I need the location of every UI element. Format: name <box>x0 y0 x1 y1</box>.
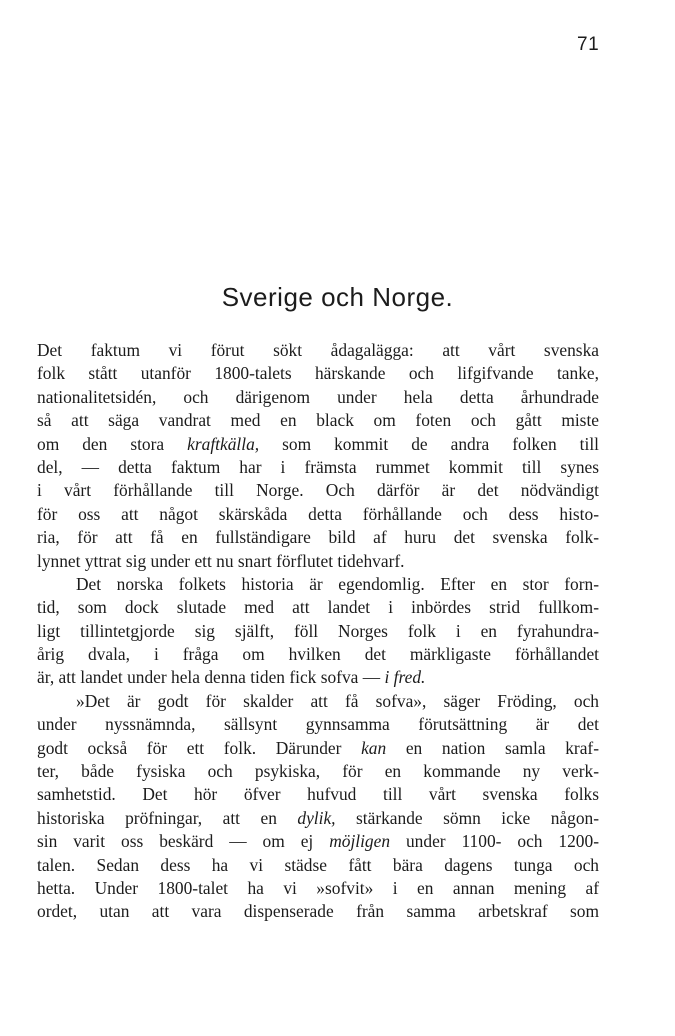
text-line-2: folk stått utanför 1800-talets härskande och lifgifvande tanke, <box>37 363 599 384</box>
text-line-8: för oss att något skärskåda detta förhållande och dess histo- <box>37 503 599 524</box>
text-line-1: Det faktum vi förut sökt ådagalägga: att vårt svenska <box>37 340 599 360</box>
italic-i-fred: i fred. <box>384 667 426 688</box>
text-line-14: årig dvala, i fråga om hvilken det märkligaste förhållandet <box>37 644 599 665</box>
text-line-7: i vårt förhållande till Norge. Och därför är det nödvändigt <box>37 480 599 501</box>
text-line-4: så att säga vandrat med en black om foten och gått miste <box>37 410 599 431</box>
text-line-17: under nyssnämnda, sällsynt gynnsamma förutsättning är det <box>37 714 599 735</box>
text-line-12: tid, som dock slutade med att landet i inbördes strid fullkom- <box>37 597 599 618</box>
text-line-9: ria, för att få en fullständigare bild af huru det svenska folk- <box>37 527 599 548</box>
text-line-19: ter, både fysiska och psykiska, för en kommande ny verk- <box>37 761 599 782</box>
chapter-title: Sverige och Norge. <box>221 282 454 312</box>
text-line-20: samhetstid. Det hör öfver hufvud till vårt svenska folks <box>37 784 599 805</box>
text-line-16: »Det är godt för skalder att få sofva», säger Fröding, och <box>76 690 599 711</box>
text-line-11: Det norska folkets historia är egendomlig. Efter en stor forn- <box>76 573 599 594</box>
text-line-6: del, — detta faktum har i främsta rummet kommit till synes <box>37 456 599 477</box>
italic-kan: kan <box>361 737 387 758</box>
italic-mojligen: möjligen <box>329 831 391 852</box>
italic-dylik: dylik, <box>297 807 336 828</box>
text-line-25: ordet, utan att vara dispenserade från samma arbetskraf som <box>37 901 599 922</box>
text-line-18: godt också för ett folk. Därunder kan en nation samla kraf- <box>37 737 599 758</box>
text-line-3: nationalitetsidén, och därigenom under hela detta århundrade <box>37 386 599 407</box>
text-line-21: historiska pröfningar, att en dylik, stärkande sömn icke någon- <box>37 807 599 828</box>
text-line-10: lynnet yttrat sig under ett nu snart förflutet tidehvarf. <box>37 550 405 571</box>
text-line-15: är, att landet under hela denna tiden fick sofva — i fred. <box>37 667 426 688</box>
italic-kraftkalla: kraftkälla, <box>187 433 260 454</box>
text-line-23: talen. Sedan dess ha vi städse fått bära dagens tunga och <box>37 854 599 875</box>
text-line-13: ligt tillintetgjorde sig själft, föll Norges folk i en fyrahundra- <box>37 620 599 641</box>
text-line-5: om den stora kraftkälla, som kommit de andra folken till <box>37 433 599 454</box>
text-line-22: sin varit oss beskärd — om ej möjligen under 1100- och 1200- <box>37 831 599 852</box>
page-number: 71 <box>577 34 600 55</box>
body-text <box>37 339 599 924</box>
text-line-24: hetta. Under 1800-talet ha vi »sofvit» i en annan mening af <box>37 877 599 898</box>
